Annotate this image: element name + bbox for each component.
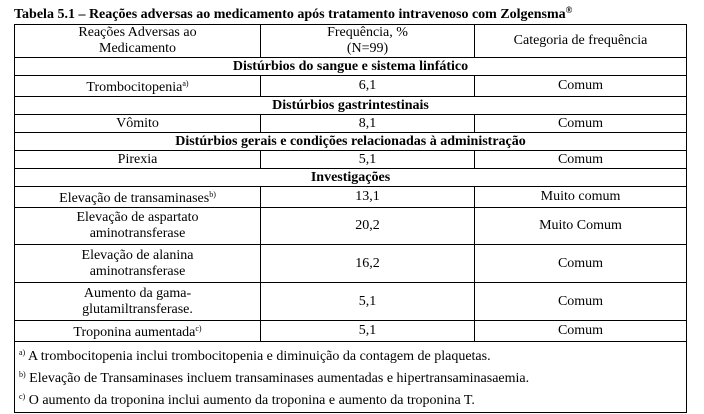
reaction-cell bbox=[15, 187, 261, 208]
reaction-name-line2: glutamiltransferase. bbox=[82, 301, 193, 317]
registered-mark: ® bbox=[565, 5, 573, 15]
table-row bbox=[15, 245, 687, 283]
table-row bbox=[15, 208, 687, 245]
section-row bbox=[15, 169, 687, 187]
header-reaction bbox=[15, 25, 261, 58]
category-cell: Muito comum bbox=[475, 187, 687, 208]
reaction-cell bbox=[15, 208, 261, 245]
footnotes-cell bbox=[15, 342, 687, 413]
reaction-name-line2: aminotransferase bbox=[89, 226, 186, 241]
reaction-name: Trombocitopenia bbox=[86, 80, 183, 95]
reaction-name: Elevação de transaminases bbox=[59, 191, 210, 206]
table-row bbox=[15, 187, 687, 208]
section-title: Distúrbios gerais e condições relacionadas à administração bbox=[15, 133, 687, 151]
section-row bbox=[15, 58, 687, 76]
category-cell: Comum bbox=[475, 76, 687, 97]
table-caption bbox=[14, 5, 572, 23]
footnote-marker: a) bbox=[182, 79, 189, 88]
footnote-text: O aumento da troponina inclui aumento da troponina e aumento da troponina T. bbox=[25, 393, 475, 408]
section-row bbox=[15, 97, 687, 115]
section-title: Distúrbios gastrintestinais bbox=[15, 97, 687, 115]
reaction-name-line1: Elevação de aspartato bbox=[76, 210, 199, 225]
reaction-cell bbox=[15, 321, 261, 342]
category-cell: Comum bbox=[475, 245, 687, 283]
footnote-mark: a) bbox=[19, 348, 26, 357]
footnote-marker: b) bbox=[209, 190, 216, 199]
footnote bbox=[19, 388, 682, 410]
reaction-name-line1: Elevação de alanina bbox=[81, 247, 194, 263]
footnote-marker: c) bbox=[195, 324, 202, 333]
section-title: Distúrbios do sangue e sistema linfático bbox=[15, 58, 687, 76]
frequency-cell: 5,1 bbox=[261, 321, 475, 342]
reaction-name-line1: Aumento da gama- bbox=[83, 285, 192, 301]
header-reaction-line2: Medicamento bbox=[99, 41, 176, 56]
table-row bbox=[15, 151, 687, 169]
reaction-cell: Pirexia bbox=[15, 151, 261, 169]
frequency-cell: 16,2 bbox=[261, 245, 475, 283]
table-row bbox=[15, 321, 687, 342]
footnote-mark: c) bbox=[19, 392, 26, 401]
adverse-reactions-table bbox=[14, 24, 687, 413]
category-cell: Comum bbox=[475, 283, 687, 321]
table-row bbox=[15, 283, 687, 321]
footnote-text: Elevação de Transaminases incluem transaminases aumentadas e hipertransaminasaemia. bbox=[25, 371, 530, 386]
frequency-cell: 6,1 bbox=[261, 76, 475, 97]
category-cell: Comum bbox=[475, 321, 687, 342]
header-category: Categoria de frequência bbox=[475, 25, 687, 58]
frequency-cell: 20,2 bbox=[261, 208, 475, 245]
reaction-cell bbox=[15, 283, 261, 321]
footnote bbox=[19, 366, 682, 388]
table-row bbox=[15, 115, 687, 133]
frequency-cell: 8,1 bbox=[261, 115, 475, 133]
section-title: Investigações bbox=[15, 169, 687, 187]
reaction-cell: Vômito bbox=[15, 115, 261, 133]
header-frequency bbox=[261, 25, 475, 58]
category-cell: Comum bbox=[475, 115, 687, 133]
caption-text: Tabela 5.1 – Reações adversas ao medicamento após tratamento intravenoso com Zolgensma bbox=[14, 7, 566, 22]
frequency-cell: 5,1 bbox=[261, 283, 475, 321]
header-reaction-line1: Reações Adversas ao bbox=[78, 25, 197, 40]
footnote-text: A trombocitopenia inclui trombocitopenia e diminuição da contagem de plaquetas. bbox=[25, 349, 491, 364]
reaction-name-line2: aminotransferase bbox=[89, 263, 186, 279]
frequency-cell: 5,1 bbox=[261, 151, 475, 169]
category-cell: Muito Comum bbox=[475, 208, 687, 245]
reaction-name: Troponina aumentada bbox=[73, 325, 196, 340]
table-row bbox=[15, 76, 687, 97]
footnotes-row bbox=[15, 342, 687, 413]
reaction-cell bbox=[15, 245, 261, 283]
header-frequency-line1: Frequência, % bbox=[327, 25, 408, 40]
reaction-cell bbox=[15, 76, 261, 97]
header-frequency-line2: (N=99) bbox=[346, 41, 389, 56]
header-row bbox=[15, 25, 687, 58]
section-row bbox=[15, 133, 687, 151]
footnote-mark: b) bbox=[19, 370, 26, 379]
footnote bbox=[19, 344, 682, 366]
category-cell: Comum bbox=[475, 151, 687, 169]
frequency-cell: 13,1 bbox=[261, 187, 475, 208]
